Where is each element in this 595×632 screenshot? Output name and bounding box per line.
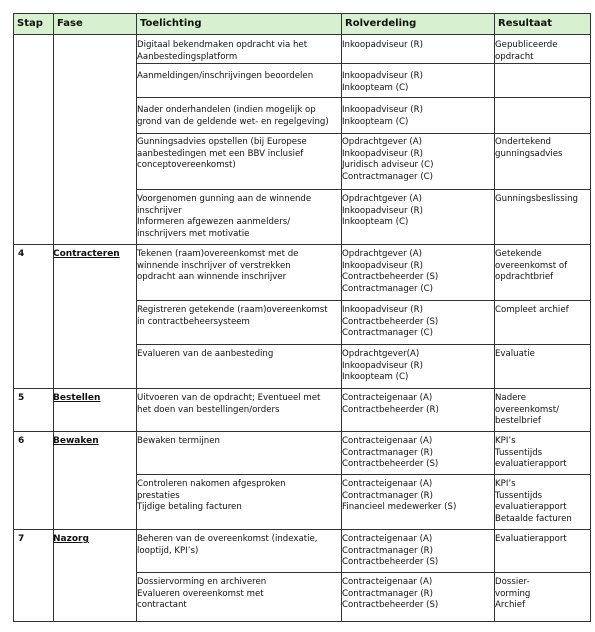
row-rolverdeling: Opdrachtgever (A) Inkoopadviseur (R) Contractbeheerder (S) Contractmanager (C) <box>342 249 439 294</box>
header-resultaat: Resultaat <box>498 18 553 29</box>
table-header-row <box>13 13 591 35</box>
grid-line <box>53 13 54 622</box>
stap-number: 7 <box>18 534 25 544</box>
row-divider <box>136 572 591 573</box>
table-bottom-border <box>13 621 591 622</box>
row-divider <box>136 63 591 64</box>
row-toelichting: Beheren van de overeenkomst (indexatie, looptijd, KPI’s) <box>137 534 318 556</box>
group-divider <box>13 388 591 389</box>
group-divider <box>13 244 591 245</box>
row-rolverdeling: Contracteigenaar (A) Contractmanager (R) Financieel medewerker (S) <box>342 479 457 512</box>
row-rolverdeling: Contracteigenaar (A) Contractmanager (R) Contractbeheerder (S) <box>342 577 439 610</box>
row-toelichting: Aanmeldingen/inschrijvingen beoordelen <box>137 71 314 81</box>
header-toelichting: Toelichting <box>140 18 202 29</box>
row-toelichting: Registreren getekende (raam)overeenkomst in contractbeheersysteem <box>137 305 328 327</box>
fase-label: Nazorg <box>53 534 89 544</box>
fase-label: Bewaken <box>53 436 99 446</box>
row-rolverdeling: Opdrachtgever(A) Inkoopadviseur (R) Inkoopteam (C) <box>342 349 423 382</box>
row-resultaat: Evaluatierapport <box>495 534 567 544</box>
row-resultaat: Ondertekend gunningsadvies <box>495 137 563 159</box>
row-resultaat: KPI’s Tussentijds evaluatierapport <box>495 436 567 469</box>
row-rolverdeling: Contracteigenaar (A) Contractmanager (R) Contractbeheerder (S) <box>342 436 439 469</box>
row-toelichting: Tekenen (raam)overeenkomst met de winnende inschrijver of verstrekken opdracht aan winnende inschrijver <box>137 249 299 282</box>
grid-line <box>590 13 591 622</box>
row-toelichting: Voorgenomen gunning aan de winnende inschrijver Informeren afgewezen aanmelders/ inschrijvers met motivatie <box>137 194 312 239</box>
header-stap: Stap <box>17 18 43 29</box>
row-resultaat: Compleet archief <box>495 305 569 315</box>
row-toelichting: Gunningsadvies opstellen (bij Europese aanbestedingen met een BBV inclusief conceptovereenkomst) <box>137 137 307 170</box>
row-rolverdeling: Inkoopadviseur (R) Inkoopteam (C) <box>342 105 423 127</box>
row-resultaat: KPI’s Tussentijds evaluatierapport Betaalde facturen <box>495 479 572 524</box>
row-toelichting: Digitaal bekendmaken opdracht via het Aanbestedingsplatform <box>137 40 308 62</box>
group-divider <box>13 529 591 530</box>
row-resultaat: Gepubliceerde opdracht <box>495 40 558 62</box>
process-table <box>13 13 591 622</box>
stap-number: 6 <box>18 436 25 446</box>
row-toelichting: Uitvoeren van de opdracht; Eventueel met het doen van bestellingen/orders <box>137 393 321 415</box>
row-divider <box>136 97 591 98</box>
row-rolverdeling: Opdrachtgever (A) Inkoopadviseur (R) Inkoopteam (C) <box>342 194 423 227</box>
row-divider <box>136 189 591 190</box>
row-divider <box>136 133 591 134</box>
row-divider <box>136 474 591 475</box>
row-divider <box>136 344 591 345</box>
fase-label: Contracteren <box>53 249 120 259</box>
fase-label: Bestellen <box>53 393 101 403</box>
stap-number: 4 <box>18 249 25 259</box>
row-rolverdeling: Inkoopadviseur (R) Inkoopteam (C) <box>342 71 423 93</box>
grid-line <box>13 13 14 622</box>
row-rolverdeling: Contracteigenaar (A) Contractbeheerder (R) <box>342 393 439 415</box>
row-divider <box>136 300 591 301</box>
row-toelichting: Bewaken termijnen <box>137 436 220 446</box>
row-resultaat: Evaluatie <box>495 349 535 359</box>
row-rolverdeling: Contracteigenaar (A) Contractmanager (R) Contractbeheerder (S) <box>342 534 439 567</box>
row-resultaat: Gunningsbeslissing <box>495 194 579 204</box>
header-rolverdeling: Rolverdeling <box>345 18 417 29</box>
row-resultaat: Getekende overeenkomst of opdrachtbrief <box>495 249 568 282</box>
row-toelichting: Dossiervorming en archiveren Evalueren overeenkomst met contractant <box>137 577 267 610</box>
row-toelichting: Nader onderhandelen (indien mogelijk op grond van de geldende wet- en regelgeving) <box>137 105 329 127</box>
row-toelichting: Evalueren van de aanbesteding <box>137 349 274 359</box>
header-fase: Fase <box>57 18 83 29</box>
row-rolverdeling: Inkoopadviseur (R) Contractbeheerder (S) Contractmanager (C) <box>342 305 439 338</box>
row-resultaat: Dossier- vorming Archief <box>495 577 531 610</box>
grid-line <box>494 13 495 622</box>
stap-number: 5 <box>18 393 25 403</box>
row-toelichting: Controleren nakomen afgesproken prestaties Tijdige betaling facturen <box>137 479 286 512</box>
row-rolverdeling: Inkoopadviseur (R) <box>342 40 423 50</box>
group-divider <box>13 431 591 432</box>
row-rolverdeling: Opdrachtgever (A) Inkoopadviseur (R) Juridisch adviseur (C) Contractmanager (C) <box>342 137 434 182</box>
row-resultaat: Nadere overeenkomst/ bestelbrief <box>495 393 560 426</box>
